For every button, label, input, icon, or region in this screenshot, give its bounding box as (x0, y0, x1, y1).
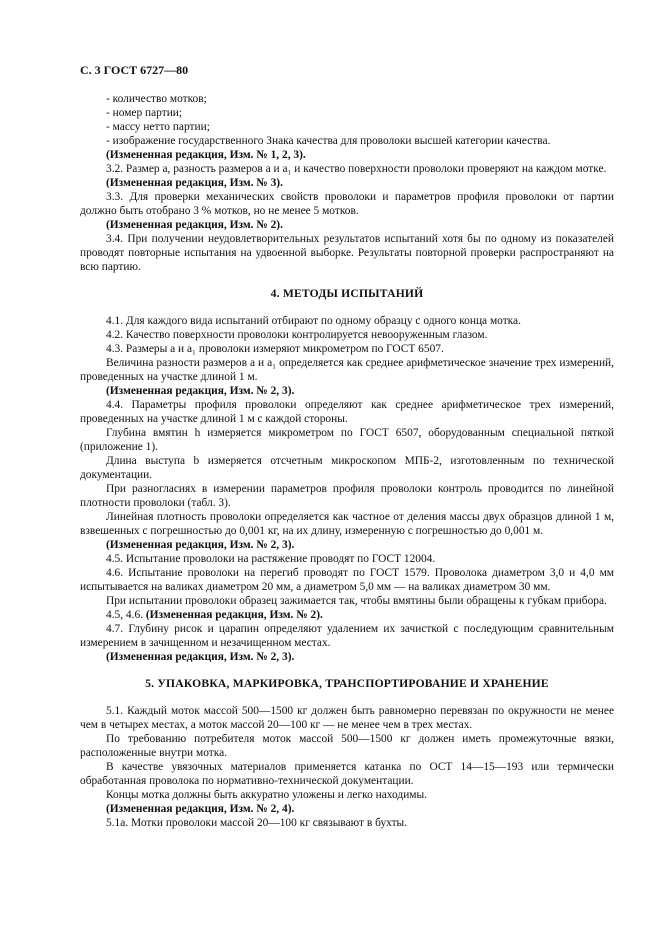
list-item: - количество мотков; (106, 93, 207, 105)
amendment-note: (Измененная редакция, Изм. № 3). (106, 177, 283, 189)
clause-5-1: 5.1. Каждый моток массой 500—1500 кг должен быть равномерно перевязан по окружности не менее чем в четырех местах, а моток массой 20—100 кг — не менее чем в трех местах. (80, 705, 614, 731)
clause-4-4-linear-density: Линейная плотность проволоки определяется как частное от деления массы двух образцов длиной 1 м, взвешенных с погрешностью до 0,001 кг, на их длину, измеренную с погрешностью до 0,001 м. (80, 511, 614, 537)
document-body (80, 92, 614, 830)
clause-4-3-text: Величина разности размеров а и а₁ определяется как среднее арифметическое значение трех измерений, проведенных на участке длиной 1 м. (80, 357, 614, 383)
clause-5-1-ends: Концы мотка должны быть аккуратно уложены и легко находимы. (106, 789, 427, 801)
amendment-note: (Измененная редакция, Изм. № 2, 4). (106, 803, 295, 815)
amendment-note: (Измененная редакция, Изм. № 1, 2, 3). (106, 149, 306, 161)
list-item: - номер партии; (106, 107, 183, 119)
section-4-heading: 4. МЕТОДЫ ИСПЫТАНИЙ (270, 287, 424, 300)
amendment-label: (Измененная редакция, Изм. № 2). (145, 609, 323, 621)
clause-4-4-dispute: При разногласиях в измерении параметров профиля проволоки контроль проводится по линейной плотности проволоки (табл. 3). (80, 483, 614, 509)
amendment-note-4-5-4-6 (80, 608, 614, 622)
amendment-note: (Измененная редакция, Изм. № 2). (106, 219, 283, 231)
clause-4-4-ridge-length: Длина выступа b измеряется отсчетным микроскопом МПБ-2, изготовленным по технической документации. (80, 455, 614, 481)
clause-3-4: 3.4. При получении неудовлетворительных результатов испытаний хотя бы по одному из показателей проводят повторные испытания на удвоенной выборке. Результаты повторной проверки распространяют на всю партию. (80, 233, 614, 273)
list-item: - изображение государственного Знака качества для проволоки высшей категории качества. (106, 135, 551, 147)
amendment-note: (Измененная редакция, Изм. № 2, 3). (106, 539, 295, 551)
clause-4-4: 4.4. Параметры профиля проволоки определяют как среднее арифметическое трех измерений, проведенных на участке длиной 1 м с каждой стороны. (80, 399, 614, 425)
clause-4-2: 4.2. Качество поверхности проволоки контролируется невооруженным глазом. (106, 329, 488, 341)
clause-5-1-materials: В качестве увязочных материалов применяется катанка по ОСТ 14—15—193 или термически обработанная проволока по нормативно-технической документации. (80, 761, 614, 787)
clause-5-1a: 5.1а. Мотки проволоки массой 20—100 кг связывают в бухты. (106, 817, 408, 829)
clause-3-3: 3.3. Для проверки механических свойств проволоки и параметров профиля проволоки от партии должно быть отобрано 3 % мотков, но не менее 5 мотков. (80, 191, 614, 217)
clause-4-6-text: При испытании проволоки образец зажимается так, чтобы вмятины были обращены к губкам прибора. (106, 595, 607, 607)
clause-3-2: 3.2. Размер а, разность размеров а и а₁ и качество поверхности проволоки проверяют на каждом мотке. (106, 163, 607, 175)
amendment-note: (Измененная редакция, Изм. № 2, 3). (106, 385, 295, 397)
page-header: С. 3 ГОСТ 6727—80 (80, 63, 189, 77)
clause-4-6: 4.6. Испытание проволоки на перегиб проводят по ГОСТ 1579. Проволока диаметром 3,0 и 4,0 мм испытывается на валиках диаметром 20 мм, а диаметром 5,0 мм — на валиках диаметром 30 мм. (80, 567, 614, 593)
clause-4-7: 4.7. Глубину рисок и царапин определяют удалением их зачисткой с последующим сравнительным измерением в зачищенном и незачищенном местах. (80, 623, 614, 649)
clause-4-4-dent-depth: Глубина вмятин h измеряется микрометром по ГОСТ 6507, оборудованным специальной пяткой (приложение 1). (80, 427, 614, 453)
clause-5-1-text: По требованию потребителя моток массой 500—1500 кг должен иметь промежуточные вязки, расположенные внутри мотка. (80, 733, 614, 759)
clause-number: 4.5, 4.6. (106, 609, 144, 621)
clause-4-1: 4.1. Для каждого вида испытаний отбирают по одному образцу с одного конца мотка. (106, 315, 521, 327)
clause-4-3: 4.3. Размеры а и а₁ проволоки измеряют микрометром по ГОСТ 6507. (106, 343, 444, 355)
amendment-note: (Измененная редакция, Изм. № 2, 3). (106, 651, 295, 663)
list-item: - массу нетто партии; (106, 121, 210, 133)
clause-4-5: 4.5. Испытание проволоки на растяжение проводят по ГОСТ 12004. (106, 553, 436, 565)
section-5-heading: 5. УПАКОВКА, МАРКИРОВКА, ТРАНСПОРТИРОВАНИЕ И ХРАНЕНИЕ (145, 677, 549, 690)
